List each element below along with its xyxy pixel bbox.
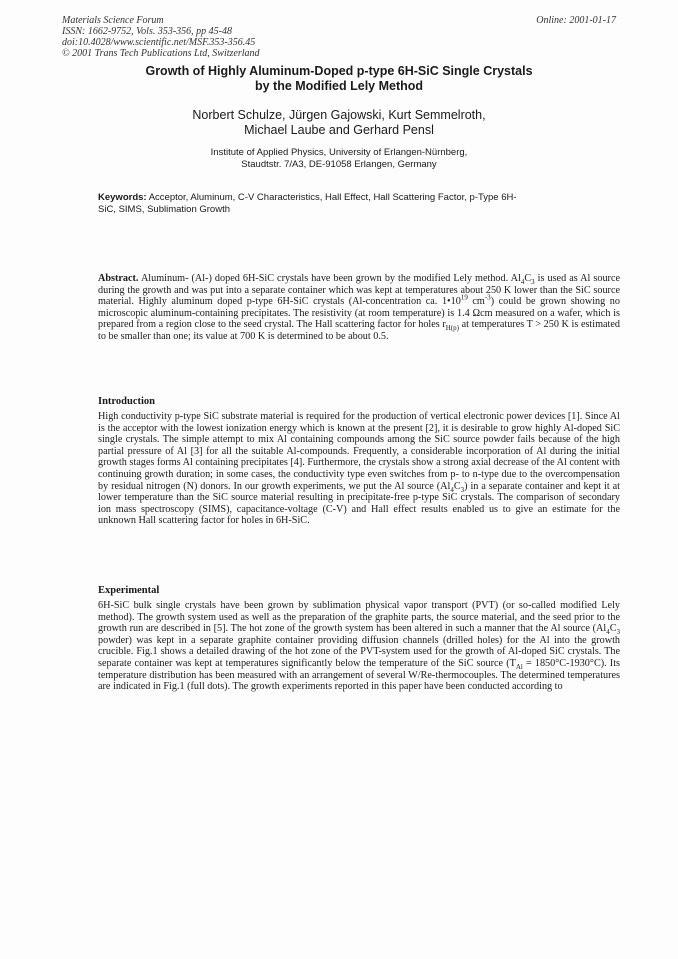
intro-text-1: High conductivity p-type SiC substrate material is required for the production of vertical electronic power devices [1]. Since Al is the acceptor with the lowest ionization energy which is known at the present [2], it is desirable to grow highly Al-doped SiC single crystals. The simple attempt to mix Al containing compounds among the SiC source powder fails because of the high partial pressure of Al [3] for all the suitable Al-compounds. Frequently, a considerable incorporation of Al during the initial growth stages forms Al containing precipitates [4]. Furthermore, the crystals show a strong axial decrease of the Al content with continuing growth duration; in some cases, the conductivity type even switches from p- to n-type due to the overcompensation by residual nitrogen (N) donors. In our growth experiments, we put the Al source (Al bbox=[98, 411, 620, 492]
abstract-text-2: C bbox=[524, 273, 532, 284]
superscript: -3 bbox=[484, 293, 491, 302]
author-list bbox=[62, 108, 616, 138]
introduction-paragraph bbox=[98, 411, 620, 527]
affiliation-line-2: Staudtstr. 7/A3, DE-91058 Erlangen, Germany bbox=[241, 158, 437, 170]
introduction-heading: Introduction bbox=[98, 396, 155, 407]
exp-text-2: powder) was kept in a separate graphite container providing diffusion channels (drilled holes) for the Al into the growth crucible. Fig.1 shows a detailed drawing of the hot zone of the PVT-system used for the growth of Al-doped SiC crystals. The separate container was kept at temperatures significantly below the temperature of the SiC source (T bbox=[98, 634, 620, 669]
doi-line[interactable]: doi:10.4028/www.scientific.net/MSF.353-356.45 bbox=[62, 37, 256, 48]
online-date: Online: 2001-01-17 bbox=[536, 15, 616, 26]
abstract bbox=[98, 273, 620, 343]
abstract-text-1: Aluminum- (Al-) doped 6H-SiC crystals have been grown by the modified Lely method. Al bbox=[140, 273, 521, 284]
citation-block bbox=[62, 15, 260, 59]
authors-line-2: Michael Laube and Gerhard Pensl bbox=[244, 123, 434, 137]
exp-text-c: C bbox=[609, 623, 617, 635]
title-line-2: by the Modified Lely Method bbox=[254, 79, 424, 93]
exp-text-1: 6H-SiC bulk single crystals have been grown by sublimation physical vapor transport (PVT) (or so-called modified Lely method). The growth system used as well as the preparation of the graphite parts, the source material, and the seed prior to the growth run are described in [5]. The hot zone of the growth system has been altered in such a manner that the Al source (Al bbox=[98, 600, 620, 635]
abstract-unit: cm bbox=[467, 296, 485, 308]
abstract-text-5: at temperatures T > 250 K is estimated to be smaller than one; its value at 700 K is determined to be about 0.5. bbox=[98, 319, 620, 342]
copyright-line: © 2001 Trans Tech Publications Ltd, Switzerland bbox=[62, 48, 260, 59]
journal-name: Materials Science Forum bbox=[62, 15, 164, 26]
authors-line-1: Norbert Schulze, Jürgen Gajowski, Kurt Semmelroth, bbox=[192, 108, 486, 122]
keywords-text: Acceptor, Aluminum, C-V Characteristics, Hall Effect, Hall Scattering Factor, p-Type 6H-SiC, SIMS, Sublimation Growth bbox=[98, 192, 517, 215]
keywords bbox=[98, 192, 518, 215]
title-line-1: Growth of Highly Aluminum-Doped p-type 6H-SiC Single Crystals bbox=[145, 64, 533, 78]
paper-title bbox=[62, 64, 616, 94]
intro-text-2: ) in a separate container and kept it at lower temperature than the SiC source material resulting in precipitate-free p-type SiC crystals. The comparison of secondary ion mass spectroscopy (SIMS), capacitance-voltage (C-V) and Hall effect results enabled us to give an estimate for the unknown Hall scattering factor for holes in 6H-SiC. bbox=[98, 480, 620, 527]
issn-line: ISSN: 1662-9752, Vols. 353-356, pp 45-48 bbox=[62, 26, 232, 37]
intro-text-c: C bbox=[453, 480, 461, 492]
subscript: 3 bbox=[531, 278, 535, 287]
subscript: H(p) bbox=[445, 324, 459, 333]
affiliation-line-1: Institute of Applied Physics, University of Erlangen-Nürnberg, bbox=[210, 147, 468, 158]
subscript: 4 bbox=[606, 628, 610, 637]
superscript: 19 bbox=[460, 293, 468, 302]
subscript: 3 bbox=[616, 628, 620, 637]
subscript: 3 bbox=[460, 485, 465, 494]
exp-text-3: = 1850°C-1930°C). Its temperature distribution has been measured with an arrangement of several W/Re-thermocouples. The determined temperatures are indicated in Fig.1 (full dots). The growth experiments reported in this paper have been conducted according to bbox=[98, 657, 620, 693]
experimental-heading: Experimental bbox=[98, 585, 160, 596]
keywords-label: Keywords: bbox=[98, 192, 147, 203]
affiliation bbox=[62, 147, 616, 170]
abstract-text-4: ) could be grown showing no microscopic aluminum-containing precipitates. The resistivity (at room temperature) is 1.4 Ωcm measured on a wafer, which is prepared from a region close to the seed crystal. The Hall scattering factor for holes r bbox=[98, 296, 620, 331]
abstract-text-3: is used as Al source during the growth and was put into a separate container which was kept at temperatures about 250 K lower than the SiC source material. Highly aluminum doped p-type 6H-SiC crystals (Al-concentration ca. 1•10 bbox=[98, 273, 620, 308]
subscript: Al bbox=[515, 663, 523, 671]
abstract-label: Abstract. bbox=[98, 273, 139, 284]
subscript: 4 bbox=[450, 485, 454, 494]
subscript: 4 bbox=[520, 278, 525, 287]
experimental-paragraph bbox=[98, 600, 620, 693]
